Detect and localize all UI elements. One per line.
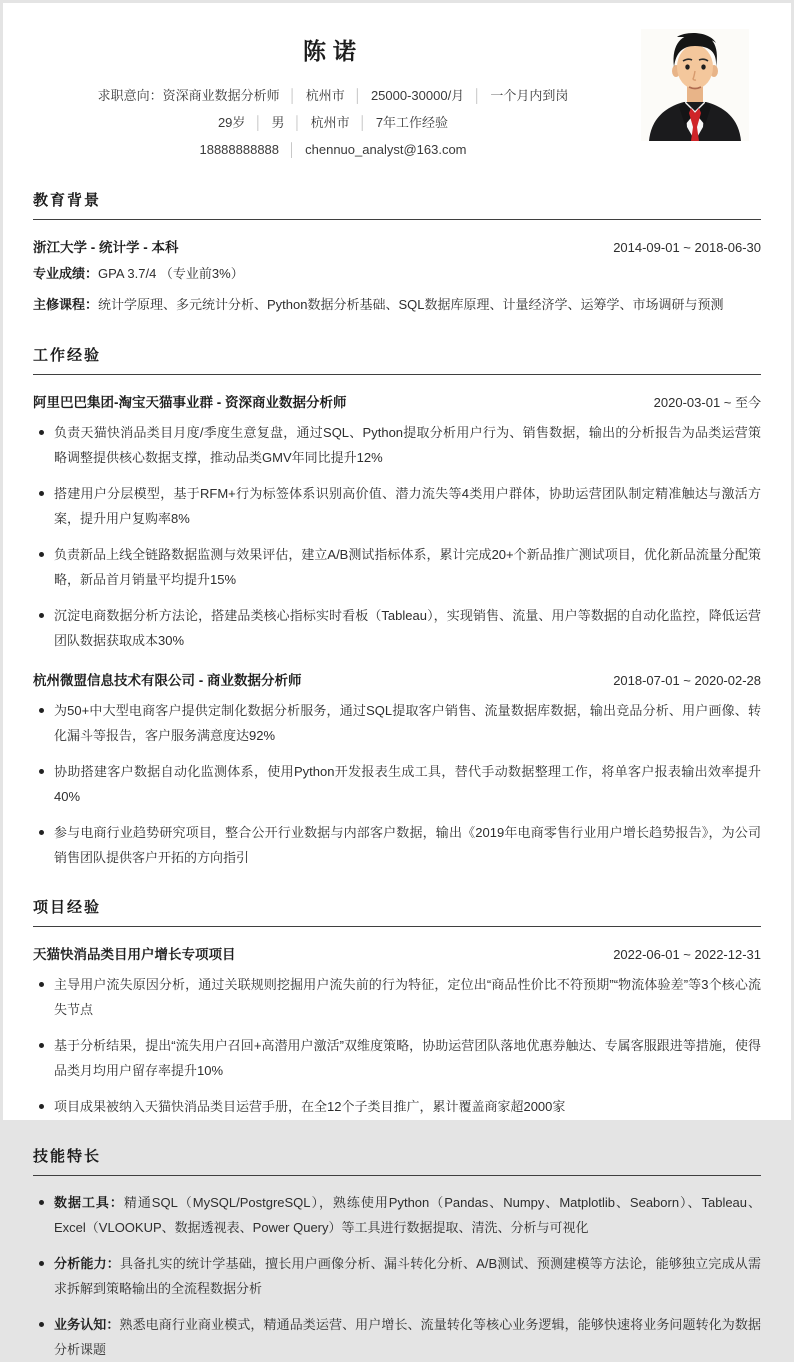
availability: 一个月内到岗 [490,88,569,103]
salary-expectation: 25000-30000/月 [370,88,465,103]
job-bullet [33,603,761,653]
company-and-role: 阿里巴巴集团-淘宝天猫事业群 - 资深商业数据分析师 [33,395,347,410]
bullet-dot [39,769,44,774]
job-head-row [33,669,761,689]
job-intention-line [33,82,633,109]
bullet-dot [39,552,44,557]
city: 杭州市 [305,88,345,103]
separator-bar: │ [353,88,362,103]
contact-line [33,136,633,163]
job-bullet-text: 负责新品上线全链路数据监测与效果评估，建立A/B测试指标体系，累计完成20+个新品推广测试项目，优化新品流量分配策略，新品首月销量平均提升15% [54,547,761,587]
bullet-dot [39,613,44,618]
gpa-value: GPA 3.7/4 （专业前3%） [98,266,244,281]
gender: 男 [271,115,285,130]
location: 杭州市 [310,115,350,130]
job-bullet-text: 参与电商行业趋势研究项目，整合公开行业数据与内部客户数据，输出《2019年电商零售行业用户增长趋势报告》，为公司销售团队提供客户开拓的方向指引 [54,825,761,865]
company-and-role: 杭州微盟信息技术有限公司 - 商业数据分析师 [33,673,302,688]
project-bullet [33,972,761,1022]
candidate-name: 陈诺 [303,38,363,64]
resume-page [3,3,791,1357]
job-bullet [33,481,761,531]
skill-bullet [33,1312,761,1362]
skill-bullet [33,1190,761,1240]
separator-bar: │ [293,115,302,130]
skill-text: 具备扎实的统计学基础，擅长用户画像分析、漏斗转化分析、A/B测试、预测建模等方法论，能够独立完成从需求拆解到策略输出的全流程数据分析 [54,1256,761,1296]
education-head-row [33,236,761,256]
bullet-dot [39,1322,44,1327]
skill-text: 精通SQL（MySQL/PostgreSQL），熟练使用Python（Pandas、Numpy、Matplotlib、Seaborn）、Tableau、Excel（VLOOKUP、数据透视表、Power Query）等工具进行数据提取、清洗、分析与可视化 [54,1195,761,1235]
portrait-photo [641,29,749,141]
courses-line [33,292,761,318]
job-bullet-text: 沉淀电商数据分析方法论，搭建品类核心指标实时看板（Tableau），实现销售、流量、用户等数据的自动化监控，降低运营团队数据获取成本30% [54,608,761,648]
personal-info-line [33,109,633,136]
skill-label: 分析能力： [54,1256,120,1271]
bullet-dot [39,830,44,835]
project-bullet-text: 基于分析结果，提出“流失用户召回+高潜用户激活”双维度策略，协助运营团队落地优惠券触达、专属客服跟进等措施，使得品类月均用户留存率提升10% [54,1038,761,1078]
project-entry [33,943,761,1119]
project-head-row [33,943,761,963]
separator-bar: │ [288,142,297,157]
job-bullet [33,698,761,748]
bullet-dot [39,1200,44,1205]
gpa-label: 专业成绩： [33,266,99,281]
bullet-dot [39,430,44,435]
section-title-education: 教育背景 [33,189,761,220]
job-head-row [33,391,761,411]
project-bullet [33,1033,761,1083]
project-bullet-text: 项目成果被纳入天猫快消品类目运营手册，在全12个子类目推广，累计覆盖商家超2000家 [54,1099,566,1114]
project-bullets [33,972,761,1119]
skill-label: 数据工具： [54,1195,124,1210]
resume-header [33,29,761,163]
bullet-dot [39,982,44,987]
portrait-avatar-illustration [641,29,749,141]
school-degree: 浙江大学 - 统计学 - 本科 [33,240,179,255]
job-bullet-text: 协助搭建客户数据自动化监测体系，使用Python开发报表生成工具，替代手动数据整理工作，将单客户报表输出效率提升40% [54,764,761,804]
section-title-projects: 项目经验 [33,896,761,927]
age: 29岁 [217,115,246,130]
project-dates: 2022-06-01 ~ 2022-12-31 [613,947,761,962]
bullet-dot [39,1261,44,1266]
separator-bar: │ [473,88,482,103]
skill-bullet [33,1251,761,1301]
job-bullets [33,420,761,653]
section-title-skills: 技能特长 [33,1145,761,1176]
job-bullet-text: 搭建用户分层模型，基于RFM+行为标签体系识别高价值、潜力流失等4类用户群体，协助运营团队制定精准触达与激活方案，提升用户复购率8% [54,486,761,526]
job-dates: 2018-07-01 ~ 2020-02-28 [613,673,761,688]
project-name: 天猫快消品类目用户增长专项项目 [33,947,236,962]
section-title-work: 工作经验 [33,344,761,375]
job-intention: 求职意向：资深商业数据分析师 [97,88,280,103]
education-dates: 2014-09-01 ~ 2018-06-30 [613,240,761,255]
bullet-dot [39,1043,44,1048]
job-entry [33,391,761,653]
header-text-block [33,29,633,163]
project-bullet [33,1094,761,1119]
job-bullet-text: 为50+中大型电商客户提供定制化数据分析服务，通过SQL提取客户销售、流量数据库数据，输出竞品分析、用户画像、转化漏斗等报告，客户服务满意度达92% [54,703,761,743]
separator-bar: │ [358,115,367,130]
bullet-dot [39,1104,44,1109]
job-bullet [33,542,761,592]
job-bullet [33,820,761,870]
bullet-dot [39,708,44,713]
courses-value: 统计学原理、多元统计分析、Python数据分析基础、SQL数据库原理、计量经济学、运筹学、市场调研与预测 [98,297,724,312]
gpa-line [33,261,761,287]
job-bullets [33,698,761,870]
skills-bullets [33,1190,761,1362]
separator-bar: │ [254,115,263,130]
job-entry [33,669,761,870]
skill-text: 熟悉电商行业商业模式，精通品类运营、用户增长、流量转化等核心业务逻辑，能够快速将业务问题转化为数据分析课题 [54,1317,761,1357]
courses-label: 主修课程： [33,297,99,312]
bullet-dot [39,491,44,496]
years-of-experience: 7年工作经验 [375,115,449,130]
project-bullet-text: 主导用户流失原因分析，通过关联规则挖掘用户流失前的行为特征，定位出“商品性价比不符预期”“物流体验差”等3个核心流失节点 [54,977,761,1017]
job-bullet [33,759,761,809]
separator-bar: │ [288,88,297,103]
job-dates: 2020-03-01 ~ 至今 [653,395,761,410]
job-bullet [33,420,761,470]
phone-number: 18888888888 [199,142,280,157]
skill-label: 业务认知： [54,1317,120,1332]
email-address: chennuo_analyst@163.com [305,142,467,157]
job-bullet-text: 负责天猫快消品类目月度/季度生意复盘，通过SQL、Python提取分析用户行为、销售数据，输出的分析报告为品类运营策略调整提供核心数据支撑，推动品类GMV年同比提升12% [54,425,761,465]
